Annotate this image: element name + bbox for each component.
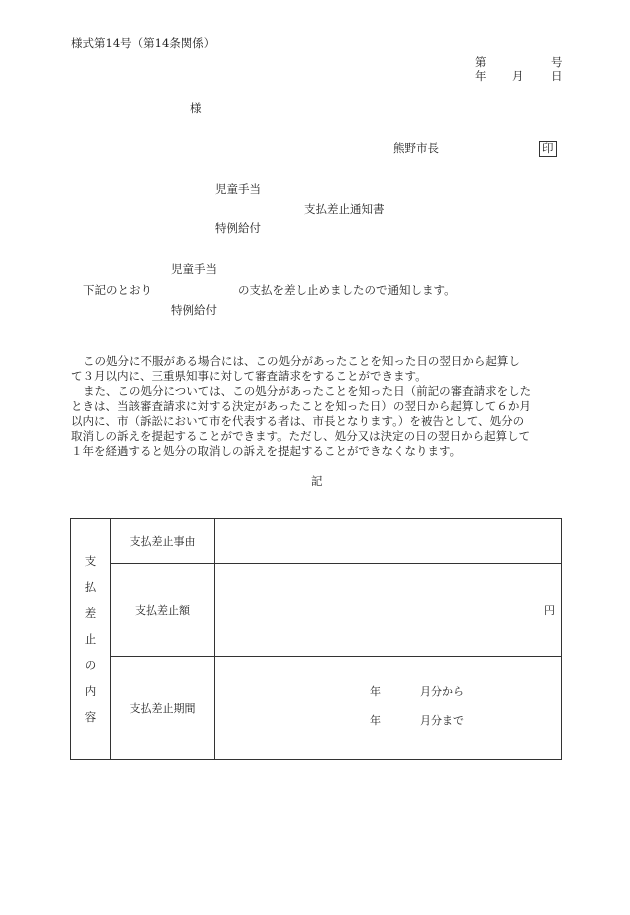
doc-number-prefix: 第 [475, 55, 487, 69]
issuer-name: 熊野市長 [393, 141, 439, 155]
appeal-paragraph-2 [71, 384, 565, 459]
appeal-p2-line: １年を経過すると処分の取消しの訴えを提起することができなくなります。 [71, 444, 462, 458]
side-char: 支 [84, 554, 97, 568]
appeal-paragraph-1 [71, 354, 565, 384]
reason-field [215, 519, 562, 564]
amount-label: 支払差止額 [111, 564, 215, 657]
side-char: 差 [84, 606, 97, 620]
appeal-p1-line: て３月以内に、三重県知事に対して審査請求をすることができます。 [71, 369, 427, 383]
title-option-2: 特例給付 [215, 221, 261, 235]
period-to-year: 年 [370, 714, 381, 727]
appeal-p2-line: また、この処分については、この処分があったことを知った日（前記の審査請求をした [83, 384, 532, 398]
title-option-1: 児童手当 [215, 182, 261, 196]
appeal-p2-line: 取消しの訴えを提起することができます。ただし、処分又は決定の日の翌日から起算して [71, 429, 531, 443]
date-day: 日 [551, 69, 563, 83]
notice-prefix: 下記のとおり [83, 283, 152, 297]
date-year: 年 [475, 69, 487, 83]
appeal-p2-line: ときは、当該審査請求に対する決定があったことを知った日）の翌日から起算して６か月 [71, 399, 531, 413]
side-label [71, 519, 111, 760]
side-char: 容 [84, 710, 97, 724]
form-number: 様式第14号（第14条関係） [71, 36, 216, 50]
appeal-p1-line: この処分に不服がある場合には、この処分があったことを知った日の翌日から起算し [83, 354, 520, 368]
addressee-suffix: 様 [190, 101, 202, 115]
date-month: 月 [512, 69, 524, 83]
appeal-p2-line: 以内に、市（訴訟において市を代表する者は、市長となります。）を被告として、処分の [71, 414, 525, 428]
amount-field [215, 564, 562, 657]
side-char: の [84, 658, 97, 672]
side-char: 止 [84, 632, 97, 646]
period-from-month: 月分から [420, 685, 464, 698]
amount-unit: 円 [544, 604, 555, 617]
notice-option-1: 児童手当 [171, 262, 217, 276]
seal-mark: 印 [539, 141, 557, 157]
reason-label: 支払差止事由 [111, 519, 215, 564]
period-field [215, 657, 562, 760]
side-char: 払 [84, 580, 97, 594]
detail-table [70, 518, 562, 760]
document-title: 支払差止通知書 [304, 202, 385, 216]
notice-option-2: 特例給付 [171, 303, 217, 317]
ki-heading: 記 [311, 474, 323, 488]
period-to-month: 月分まで [420, 714, 464, 727]
side-char: 内 [84, 684, 97, 698]
doc-number-suffix: 号 [551, 55, 563, 69]
notice-suffix: の支払を差し止めましたので通知します。 [238, 283, 456, 297]
period-label: 支払差止期間 [111, 657, 215, 760]
period-from-year: 年 [370, 685, 381, 698]
